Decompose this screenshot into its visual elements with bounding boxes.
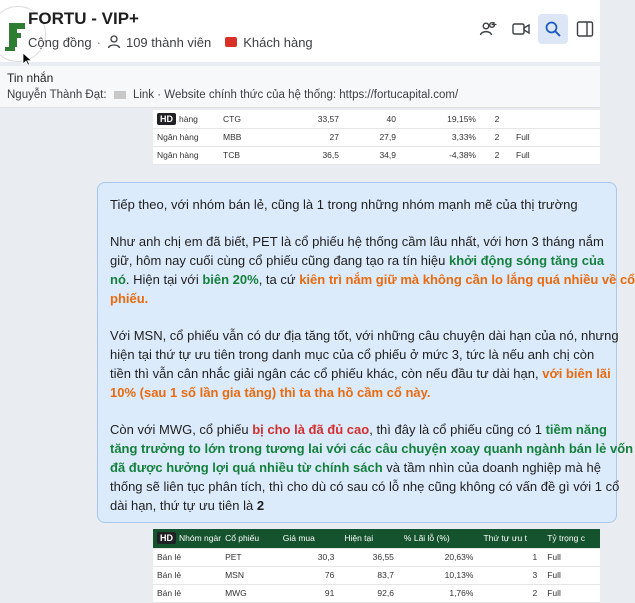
cell-status (512, 110, 600, 128)
table-header-row (153, 529, 600, 548)
separator: · (96, 34, 101, 50)
cell-buy: 76 (279, 566, 341, 584)
search-icon (544, 20, 562, 38)
message-text: Còn với MWG, cổ phiếu (110, 422, 253, 437)
message-paragraph (110, 195, 604, 214)
cell-status: Full (543, 584, 600, 602)
cell-sector: Ngân hàng (153, 146, 219, 164)
link-icon (114, 91, 126, 99)
separator: · (157, 89, 162, 101)
cell-status: Full (543, 566, 600, 584)
mouse-cursor-icon (22, 52, 32, 66)
cell-priority: 3 (479, 566, 543, 584)
cell-current: 92,6 (340, 584, 400, 602)
cell-current: 27,9 (345, 128, 402, 146)
video-icon (511, 19, 531, 39)
cell-sector: Bán lẻ (153, 584, 221, 602)
cell-status: Full (543, 548, 600, 566)
message-text: và tầm nhìn của doanh nghiệp mà hệ (382, 460, 601, 475)
cell-ticker: PET (221, 548, 279, 566)
message-paragraph (110, 326, 619, 402)
group-subline (28, 34, 313, 50)
pinned-message-bar[interactable] (0, 66, 600, 108)
cell-pnl: 10,13% (400, 566, 480, 584)
cell-priority: 2 (482, 110, 512, 128)
hd-badge: HD (157, 532, 176, 544)
cell-pnl: 3,33% (402, 128, 482, 146)
highlight-text: đã được hưởng lợi quá nhiều từ chính sách (110, 460, 383, 475)
highlight-text: tiềm năng (545, 422, 607, 437)
cell-sector: hàng (179, 113, 198, 124)
guest-badge: Khách hàng (243, 34, 313, 50)
group-title[interactable]: FORTU - VIP+ (28, 9, 139, 28)
message-text: tiền thì vẫn cân nhắc giải ngân các cổ phiếu khác, còn nếu đầu tư dài hạn, (110, 366, 543, 381)
member-count[interactable]: 109 thành viên (125, 34, 212, 50)
pinned-sender: Nguyễn Thành Đạt: (7, 89, 107, 101)
table-row (153, 110, 600, 128)
cell-pnl: -4,38% (402, 146, 482, 164)
highlight-text: 10% (sau 1 số lần gia tăng) thì ta tha hồ cầm cổ này. (110, 385, 431, 400)
column-header: Tỷ trọng c (543, 529, 600, 548)
column-header: % Lãi lỗ (%) (400, 529, 480, 548)
portfolio-table-image[interactable] (153, 110, 600, 165)
cell-buy: 27 (275, 128, 345, 146)
search-button[interactable] (538, 14, 568, 44)
person-icon (106, 34, 122, 50)
cell-buy: 30,3 (279, 548, 341, 566)
cell-ticker: MBB (219, 128, 275, 146)
logo-bar (9, 33, 21, 38)
message-text: giữ, hôm nay cuối cùng cổ phiếu cũng đang tạo ra tín hiệu (110, 253, 449, 268)
pinned-text: Website chính thức của hệ thống: https://fortucapital.com/ (164, 89, 459, 101)
table-row (153, 566, 600, 584)
column-header: Giá mua (279, 529, 341, 548)
cell-priority: 1 (479, 548, 543, 566)
table-row (153, 146, 600, 164)
portfolio-table-image[interactable] (153, 529, 600, 603)
highlight-text: tăng trưởng to lớn trong tương lai với các câu chuyện xoay quanh ngành bán lẻ vốn (110, 441, 634, 456)
column-header: Nhóm ngàr (179, 533, 222, 544)
column-header: Hiện tại (340, 529, 400, 548)
cell-ticker: CTG (219, 110, 275, 128)
message-text: dài hạn, thứ tự ưu tiên là (110, 498, 257, 513)
cell-status: Full (512, 146, 600, 164)
message-text: thống sẽ liên tục phân tích, thì cho dù có sau có lỗ nhẹ cũng không có vấn đề gì với 1 cổ (110, 479, 620, 494)
cell-buy: 33,57 (275, 110, 345, 128)
pinned-link-label: Link (132, 89, 155, 101)
cell-sector: Bán lẻ (153, 548, 221, 566)
column-header: Thứ tự ưu t (479, 529, 543, 548)
cell-pnl: 1,76% (400, 584, 480, 602)
cell-pnl: 20,63% (400, 548, 480, 566)
cell-buy: 36,5 (275, 146, 345, 164)
highlight-text: bị cho là đã đủ cao (252, 422, 370, 437)
cell-current: 40 (345, 110, 402, 128)
cell-priority: 2 (479, 584, 543, 602)
cell-ticker: TCB (219, 146, 275, 164)
message-text: , ta cứ (258, 272, 300, 287)
panel-toggle-button[interactable] (570, 14, 600, 44)
cell-current: 83,7 (340, 566, 400, 584)
cell-priority: 2 (482, 128, 512, 146)
header-actions (472, 14, 600, 44)
pinned-title: Tin nhắn (7, 71, 54, 85)
cell-priority: 2 (482, 146, 512, 164)
cell-ticker: MSN (221, 566, 279, 584)
group-add-icon (479, 19, 499, 39)
cell-sector: Bán lẻ (153, 566, 221, 584)
pinned-content (7, 89, 600, 101)
highlight-text: khởi động sóng tăng của (448, 253, 605, 268)
cell-current: 34,9 (345, 146, 402, 164)
table-row (153, 548, 600, 566)
message-text: . Hiện tại với (125, 272, 203, 287)
cell-ticker: MWG (221, 584, 279, 602)
hd-badge: HD (157, 113, 176, 125)
message-text: , thì đây là cổ phiếu cũng có 1 (369, 422, 546, 437)
cell-sector: Ngân hàng (153, 128, 219, 146)
message-text: Tiếp theo, với nhóm bán lẻ, cũng là 1 trong những nhóm mạnh mẽ của thị trường (110, 197, 578, 212)
highlight-text: biên 20% (202, 272, 259, 287)
message-bubble[interactable] (97, 182, 635, 523)
chat-header (0, 0, 600, 62)
table-row (153, 584, 600, 602)
cell-current: 36,55 (340, 548, 400, 566)
table-row (153, 128, 600, 146)
logo-bar (5, 47, 15, 51)
highlight-text: với biên lãi (542, 366, 611, 381)
cell-pnl: 19,15% (402, 110, 482, 128)
highlight-text: kiên trì nắm giữ mà không cần lo lắng quá nhiều về cổ (299, 272, 635, 287)
video-call-button[interactable] (506, 14, 536, 44)
message-text: hiện tại thứ tự ưu tiên trong danh mục của cổ phiếu ở mức 3, tức là nếu anh chị còn (110, 347, 595, 362)
message-paragraph (110, 420, 634, 515)
guest-tag-icon (225, 37, 237, 47)
group-add-button[interactable] (474, 14, 504, 44)
message-text: Như anh chị em đã biết, PET là cổ phiếu hệ thống cầm lâu nhất, với hơn 3 tháng nắm (110, 234, 604, 249)
highlight-text: nó (110, 272, 126, 287)
column-header: Cổ phiếu (221, 529, 279, 548)
message-text: Với MSN, cổ phiếu vẫn có dư địa tăng tốt, với những câu chuyện dài hạn của nó, nhưng (110, 328, 619, 343)
panel-icon (575, 19, 595, 39)
highlight-text: 2 (256, 498, 265, 513)
cell-buy: 91 (279, 584, 341, 602)
highlight-text: phiếu. (110, 291, 149, 306)
message-paragraph (110, 232, 635, 308)
cell-status: Full (512, 128, 600, 146)
community-label[interactable]: Cộng đồng (28, 34, 92, 50)
logo-bar (9, 23, 25, 29)
